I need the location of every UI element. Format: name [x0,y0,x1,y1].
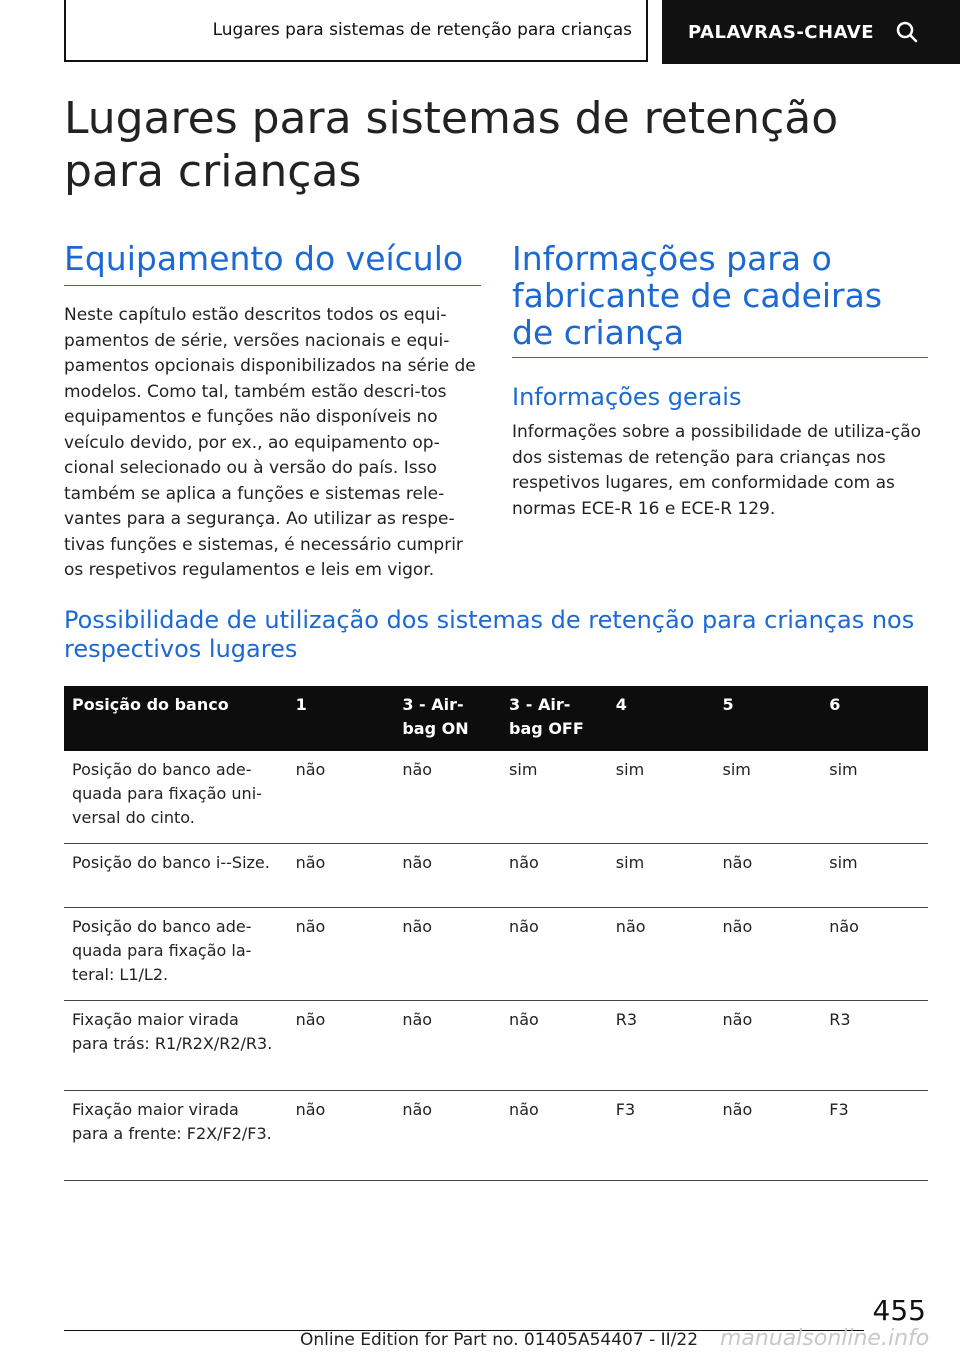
breadcrumb[interactable] [64,0,648,62]
seat-suitability-table [64,686,928,1181]
keywords-label: PALAVRAS-CHAVE [688,21,875,43]
watermark: manualsonline.info [720,1326,930,1351]
table-cell: não [288,1001,395,1091]
table-row [64,1001,928,1091]
table-header-row [64,686,928,751]
table-cell: sim [715,751,822,844]
section-rule [64,285,481,286]
table-cell: não [394,844,501,908]
search-icon[interactable] [896,21,918,43]
table-row [64,844,928,908]
table-row [64,908,928,1001]
table-cell: sim [501,751,608,844]
table-cell: não [394,1091,501,1181]
table-cell: não [715,844,822,908]
table-cell: não [288,908,395,1001]
table-row [64,1091,928,1181]
section-rule [512,357,928,358]
table-cell: não [501,844,608,908]
keywords-button[interactable] [662,0,960,64]
vehicle-equipment-paragraph: Neste capítulo estão descritos todos os equi-pamentos de série, versões nacionais e equi-pamentos opcionais disponibilizados na série de modelos. Como tal, também estão descri-tos equipamentos e funções não disponíveis no veículo devido, por ex., ao equipamento op-cional selecionado ou à versão do país. Isso também se aplica a funções e sistemas rele-vantes para a segurança. Ao utilizar as respe-tivas funções e sistemas, é necessário cumprir os respetivos regulamentos e leis em vigor. [64,305,476,580]
table-cell: não [501,1001,608,1091]
column-header: 3 - Air-bag OFF [501,686,608,751]
table-cell: não [394,751,501,844]
table-cell: não [288,844,395,908]
table-cell: não [715,908,822,1001]
table-cell: sim [821,751,928,844]
general-info-paragraph: Informações sobre a possibilidade de utiliza-ção dos sistemas de retenção para crianças nos respetivos lugares, em conformidade com as normas ECE-R 16 e ECE-R 129. [512,422,922,519]
table-cell: sim [608,751,715,844]
table-cell: Posição do banco ade-quada para fixação la-teral: L1/L2. [64,908,288,1001]
section-heading-vehicle-equipment: Equipamento do veículo [64,239,464,278]
table-cell: não [394,908,501,1001]
table-cell: sim [821,844,928,908]
column-header: 1 [288,686,395,751]
page-number: 455 [872,1294,926,1327]
table-cell: não [715,1091,822,1181]
edition-note: Online Edition for Part no. 01405A54407 - II/22 [300,1330,699,1350]
column-header: 6 [821,686,928,751]
top-bar [64,0,960,64]
column-header: 4 [608,686,715,751]
table-cell: não [288,751,395,844]
table-cell: F3 [821,1091,928,1181]
table-cell: Posição do banco ade-quada para fixação uni-versal do cinto. [64,751,288,844]
column-header: 5 [715,686,822,751]
table-cell: não [715,1001,822,1091]
table-cell: não [501,1091,608,1181]
table-cell: Fixação maior virada para a frente: F2X/F2/F3. [64,1091,288,1181]
table-cell: Fixação maior virada para trás: R1/R2X/R2/R3. [64,1001,288,1091]
table-cell: não [501,908,608,1001]
section-heading-manufacturer-info: Informações para o fabricante de cadeiras de criança [512,239,883,352]
table-cell: não [288,1091,395,1181]
table-cell: F3 [608,1091,715,1181]
table-cell: não [608,908,715,1001]
subheading-general-info: Informações gerais [512,383,742,411]
table-cell: não [821,908,928,1001]
page-title: Lugares para sistemas de retenção para crianças [64,93,839,197]
breadcrumb-label: Lugares para sistemas de retenção para crianças [212,20,632,40]
table-heading: Possibilidade de utilização dos sistemas de retenção para crianças nos respectivos lugares [64,606,915,663]
table-row [64,751,928,844]
table-cell: R3 [608,1001,715,1091]
table-cell: não [394,1001,501,1091]
table-cell: R3 [821,1001,928,1091]
table-cell: sim [608,844,715,908]
column-header: 3 - Air-bag ON [394,686,501,751]
column-header: Posição do banco [64,686,288,751]
table-cell: Posição do banco i--Size. [64,844,288,908]
